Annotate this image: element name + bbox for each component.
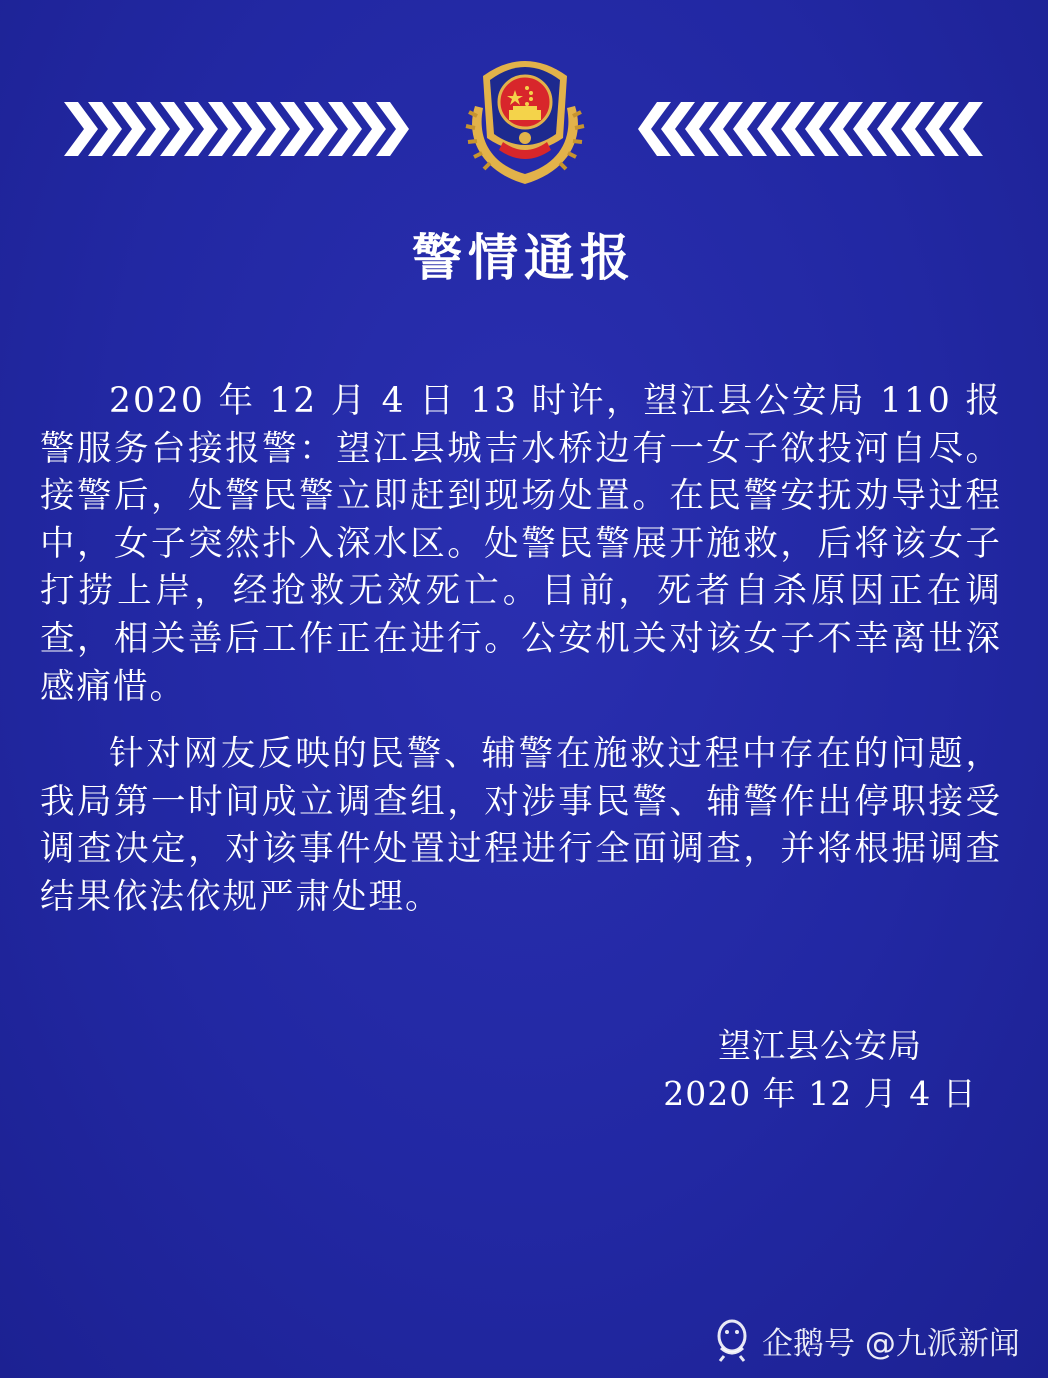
signature-block xyxy=(660,1022,980,1118)
document-body xyxy=(40,378,1002,922)
paragraph-investigation: 针对网友反映的民警、辅警在施救过程中存在的问题，我局第一时间成立调查组，对涉事民警、辅警作出停职接受调查决定，对该事件处置过程进行全面调查，并将根据调查结果依法依规严肃处理。 xyxy=(40,734,1002,917)
penguin-icon xyxy=(712,1318,752,1362)
paragraph-incident: 2020 年 12 月 4 日 13 时许，望江县公安局 110 报警服务台接报警：望江县城吉水桥边有一女子欲投河自尽。接警后，处警民警立即赶到现场处置。在民警安抚劝导过程中，女子突然扑入深水区。处警民警展开施救，后将该女子打捞上岸，经抢救无效死亡。目前，死者自杀原因正在调查，相关善后工作正在进行。公安机关对该女子不幸离世深感痛惜。 xyxy=(40,381,1002,707)
wing-stripes-icon xyxy=(64,98,409,160)
watermark-text: 企鹅号 @九派新闻 xyxy=(762,1325,1020,1362)
watermark xyxy=(712,1316,1020,1364)
wing-stripes-icon xyxy=(638,98,983,160)
document-title: 警情通报 xyxy=(412,228,636,287)
header-banner xyxy=(0,0,1048,200)
signature-organization: 望江县公安局 xyxy=(718,1026,922,1065)
police-emblem-icon xyxy=(455,46,595,188)
signature-date: 2020 年 12 月 4 日 xyxy=(663,1074,977,1113)
